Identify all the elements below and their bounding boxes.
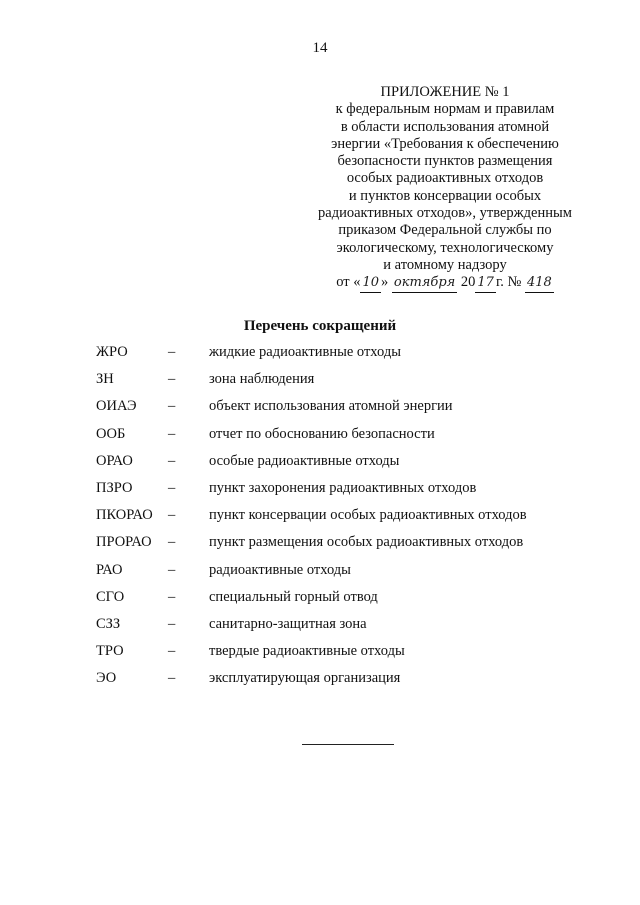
abbreviation-term: ООБ: [96, 425, 126, 442]
abbreviation-dash: –: [168, 398, 176, 415]
abbreviation-term: ОРАО: [96, 452, 133, 469]
abbreviation-definition: эксплуатирующая организация: [209, 670, 401, 687]
abbreviation-term: ЗН: [96, 371, 114, 388]
abbreviation-term: ЭО: [96, 670, 117, 687]
abbreviation-definition: радиоактивные отходы: [209, 561, 351, 578]
date-month: октября: [392, 274, 457, 292]
abbreviation-row: [96, 507, 596, 534]
abbreviation-dash: –: [168, 344, 176, 360]
abbreviation-definition: зона наблюдения: [209, 371, 315, 388]
abbreviation-dash: –: [168, 452, 176, 469]
abbreviation-term: СЗЗ: [96, 615, 121, 632]
appendix-line: особых радиоактивных отходов: [346, 170, 544, 187]
appendix-line: ПРИЛОЖЕНИЕ № 1: [380, 84, 510, 100]
abbreviation-dash: –: [168, 479, 176, 496]
page-number: 14: [312, 40, 328, 56]
appendix-line: безопасности пунктов размещения: [337, 153, 553, 170]
abbreviation-row: [96, 480, 596, 507]
abbreviation-row: [96, 453, 596, 480]
appendix-line: приказом Федеральной службы по: [338, 222, 552, 239]
date-close: »: [381, 274, 392, 291]
date-year-prefix: 20: [457, 274, 476, 291]
abbreviation-dash: –: [168, 588, 176, 605]
abbreviation-dash: –: [168, 561, 176, 578]
abbreviation-row: [96, 643, 596, 670]
abbreviation-dash: –: [168, 534, 176, 551]
appendix-line: и атомному надзору: [383, 256, 507, 273]
abbreviation-dash: –: [168, 615, 176, 632]
abbreviation-list: [96, 344, 596, 697]
date-year-end: г. №: [495, 274, 525, 291]
abbreviation-row: [96, 398, 596, 425]
appendix-line: и пунктов консервации особых: [348, 187, 542, 204]
date-day: 10: [360, 274, 381, 292]
abbreviation-definition: особые радиоактивные отходы: [209, 452, 400, 469]
abbreviation-dash: –: [168, 425, 176, 442]
abbreviation-term: ПКОРАО: [96, 507, 153, 524]
abbreviation-dash: –: [168, 670, 176, 687]
abbreviation-row: [96, 616, 596, 643]
order-date-line: [305, 274, 585, 292]
abbreviation-row: [96, 426, 596, 453]
list-title: Перечень сокращений: [243, 318, 397, 334]
date-year-suffix: 17: [475, 274, 496, 292]
abbreviation-row: [96, 562, 596, 589]
appendix-line: к федеральным нормам и правилам: [335, 101, 555, 118]
abbreviation-definition: пункт размещения особых радиоактивных отходов: [209, 534, 524, 551]
abbreviation-definition: пункт захоронения радиоактивных отходов: [209, 479, 477, 496]
date-prefix: от «: [336, 274, 361, 291]
order-number: 418: [525, 274, 554, 292]
appendix-line: в области использования атомной: [340, 118, 550, 135]
appendix-header: [305, 84, 585, 293]
abbreviation-definition: твердые радиоактивные отходы: [209, 643, 405, 660]
abbreviation-term: ОИАЭ: [96, 398, 137, 415]
abbreviation-term: ПЗРО: [96, 479, 133, 496]
abbreviation-definition: жидкие радиоактивные отходы: [209, 344, 401, 360]
abbreviation-dash: –: [168, 507, 176, 524]
abbreviation-row: [96, 371, 596, 398]
abbreviation-row: [96, 534, 596, 561]
abbreviation-definition: объект использования атомной энергии: [209, 398, 453, 415]
abbreviation-term: ЖРО: [96, 344, 128, 360]
abbreviation-row: [96, 344, 596, 371]
bottom-rule: [302, 744, 394, 745]
abbreviation-definition: специальный горный отвод: [209, 588, 378, 605]
abbreviation-dash: –: [168, 643, 176, 660]
abbreviation-row: [96, 670, 596, 697]
appendix-line: экологическому, технологическому: [336, 239, 554, 256]
abbreviation-term: РАО: [96, 561, 123, 578]
abbreviation-row: [96, 589, 596, 616]
appendix-line: радиоактивных отходов», утвержденным: [318, 205, 572, 222]
abbreviation-definition: пункт консервации особых радиоактивных отходов: [209, 507, 527, 524]
appendix-line: энергии «Требования к обеспечению: [331, 135, 559, 152]
abbreviation-term: СГО: [96, 588, 125, 605]
abbreviation-definition: отчет по обоснованию безопасности: [209, 425, 435, 442]
abbreviation-definition: санитарно-защитная зона: [209, 615, 367, 632]
abbreviation-term: ПРОРАО: [96, 534, 152, 551]
abbreviation-term: ТРО: [96, 643, 124, 660]
abbreviation-dash: –: [168, 371, 176, 388]
